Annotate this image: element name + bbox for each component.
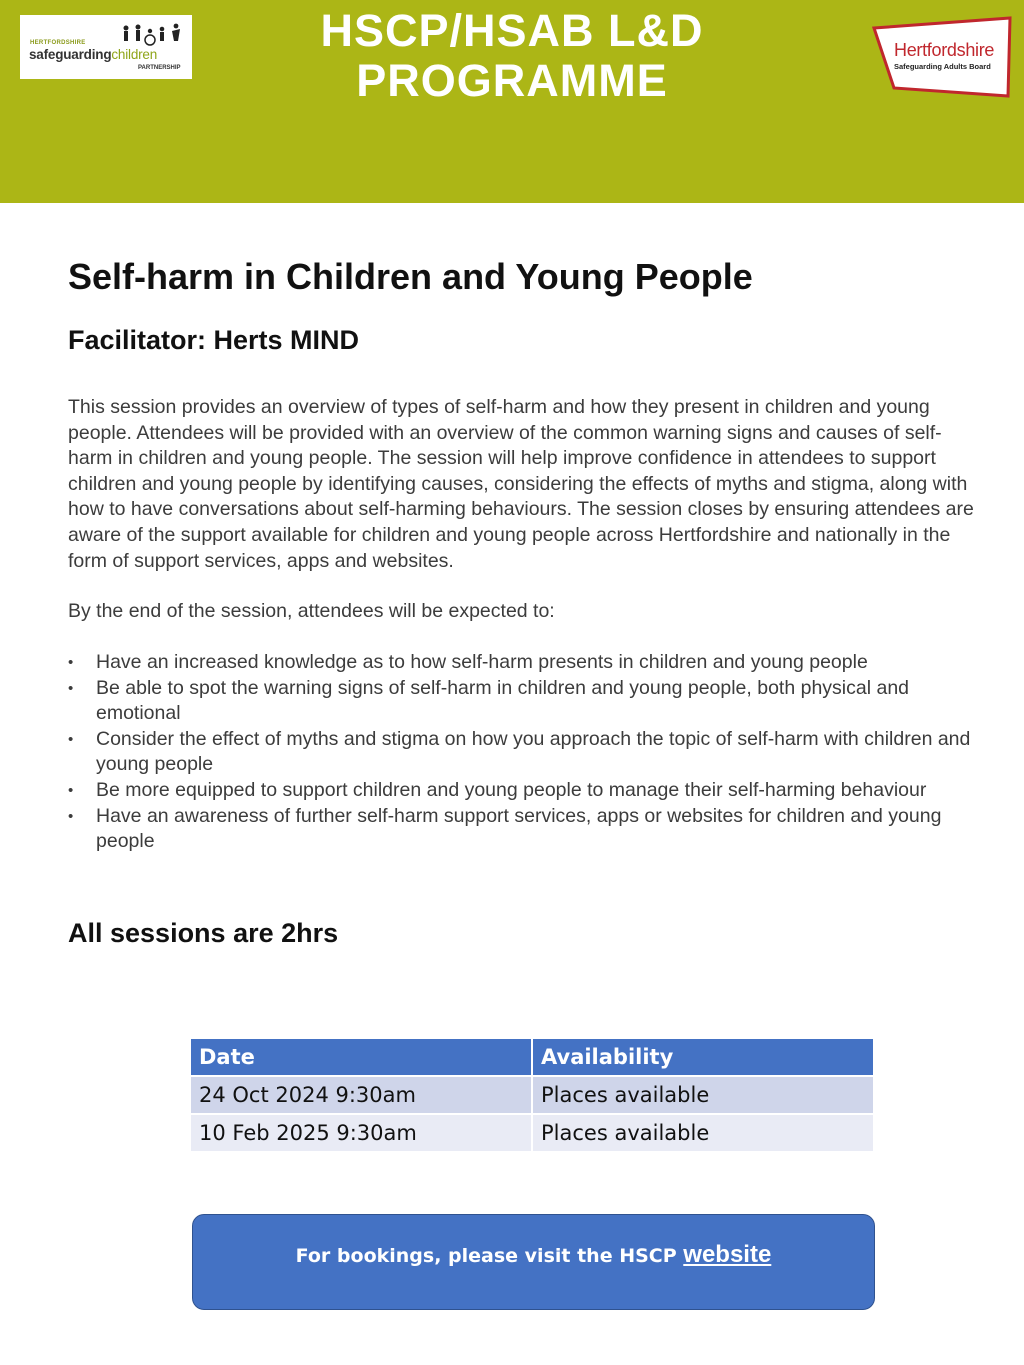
learning-outcomes-list xyxy=(68,650,978,855)
list-item: • Consider the effect of myths and stigma on how you approach the topic of self-harm with children and young people xyxy=(68,727,978,778)
table-cell-date: 10 Feb 2025 9:30am xyxy=(191,1115,531,1151)
list-item: • Have an awareness of further self-harm support services, apps or websites for children and young people xyxy=(68,804,978,855)
facilitator: Facilitator: Herts MIND xyxy=(68,325,360,355)
table-cell-availability: Places available xyxy=(533,1077,873,1113)
header-band xyxy=(0,0,1024,203)
list-item: • Be more equipped to support children and young people to manage their self-harming behaviour xyxy=(68,778,978,804)
safeguarding-children-partnership-logo xyxy=(20,15,192,79)
people-silhouettes-icon xyxy=(120,23,190,47)
sessions-duration-note: All sessions are 2hrs xyxy=(68,918,339,948)
table-cell-date: 24 Oct 2024 9:30am xyxy=(191,1077,531,1113)
programme-title-line1: HSCP/HSAB L&D xyxy=(320,5,704,56)
list-item: • Be able to spot the warning signs of self-harm in children and young people, both physical and emotional xyxy=(68,676,978,727)
logo-left-partnership-text: PARTNERSHIP xyxy=(138,65,181,71)
table-header-row xyxy=(191,1039,873,1075)
hscp-website-link[interactable]: website xyxy=(683,1241,772,1268)
table-row xyxy=(191,1077,873,1113)
course-description: This session provides an overview of types of self-harm and how they present in children and young people. Attendees will be provided with an overview of the common warning signs and causes of self-harm in children and young people. The session will help improve confidence in attendees to support children and young people by identifying causes, considering the effects of myths and stigma, along with how to have conversations about self-harming behaviours. The session closes by ensuring attendees are aware of the support available for children and young people across Hertfordshire and nationally in the form of support services, apps and websites. xyxy=(68,396,974,572)
table-row xyxy=(191,1115,873,1151)
booking-text xyxy=(193,1241,874,1269)
logo-right-word: Hertfordshire xyxy=(894,40,995,60)
outcomes-intro: By the end of the session, attendees will be expected to: xyxy=(68,600,555,622)
programme-title xyxy=(212,6,812,106)
safeguarding-adults-board-logo xyxy=(872,16,1014,98)
table-cell-availability: Places available xyxy=(533,1115,873,1151)
booking-box xyxy=(192,1214,875,1310)
table-header-availability: Availability xyxy=(533,1039,873,1075)
table-header-date: Date xyxy=(191,1039,531,1075)
programme-title-line2: PROGRAMME xyxy=(356,55,668,106)
logo-right-subtitle: Safeguarding Adults Board xyxy=(894,62,991,71)
logo-left-main-text: safeguardingchildren xyxy=(29,47,158,62)
logo-left-small-text: HERTFORDSHIRE xyxy=(30,40,86,46)
session-dates-table xyxy=(191,1039,873,1151)
course-title: Self-harm in Children and Young People xyxy=(68,256,753,297)
list-item: • Have an increased knowledge as to how self-harm presents in children and young people xyxy=(68,650,978,676)
booking-label: For bookings, please visit the HSCP xyxy=(295,1245,677,1267)
